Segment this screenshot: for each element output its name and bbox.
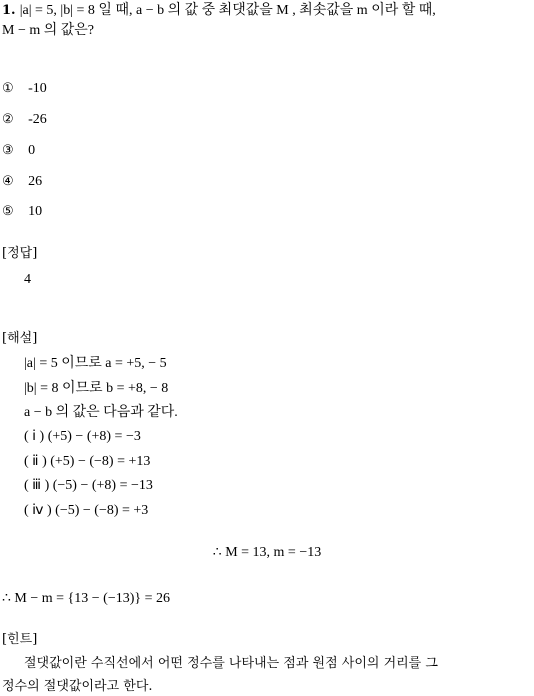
choice-3[interactable] xyxy=(2,142,35,160)
solution-line-4: ( ⅰ ) (+5) − (+8) = −3 xyxy=(24,429,141,444)
choice-5-text: 10 xyxy=(28,204,43,219)
choice-4[interactable] xyxy=(2,173,42,191)
solution-conclusion-left: ∴ M − m = {13 − (−13)} = 26 xyxy=(2,591,170,606)
solution-line-3: a − b 의 값은 다음과 같다. xyxy=(24,405,178,420)
answer-label: [정답] xyxy=(2,246,38,261)
question-line-2: M − m 의 값은? xyxy=(2,23,95,38)
hint-line-2: 정수의 절댓값이라고 한다. xyxy=(2,679,153,694)
choice-1-mark: ① xyxy=(2,81,14,96)
question-number: 1. xyxy=(2,3,16,18)
hint-line-1: 절댓값이란 수직선에서 어떤 정수를 나타내는 점과 원점 사이의 거리를 그 xyxy=(24,656,438,671)
solution-line-5: ( ⅱ ) (+5) − (−8) = +13 xyxy=(24,454,151,469)
solution-line-7: ( ⅳ ) (−5) − (−8) = +3 xyxy=(24,503,149,518)
solution-line-2: |b| = 8 이므로 b = +8, − 8 xyxy=(24,381,169,396)
answer-value: 4 xyxy=(24,272,31,287)
hint-label: [힌트] xyxy=(2,632,38,647)
choice-3-mark: ③ xyxy=(2,143,14,158)
choice-5[interactable] xyxy=(2,203,42,221)
solution-line-1: |a| = 5 이므로 a = +5, − 5 xyxy=(24,356,167,371)
question-line-1 xyxy=(2,2,436,20)
solution-line-6: ( ⅲ ) (−5) − (+8) = −13 xyxy=(24,478,153,493)
choice-3-text: 0 xyxy=(28,143,36,158)
choice-2-text: -26 xyxy=(28,112,47,127)
choice-5-mark: ⑤ xyxy=(2,204,14,219)
choice-1[interactable] xyxy=(2,80,47,98)
question-text-1: |a| = 5, |b| = 8 일 때, a − b 의 값 중 최댓값을 M , 최솟값을 m 이라 할 때, xyxy=(19,3,436,18)
choice-4-mark: ④ xyxy=(2,174,14,189)
choice-2-mark: ② xyxy=(2,112,14,127)
choice-1-text: -10 xyxy=(28,81,47,96)
solution-conclusion-center: ∴ M = 13, m = −13 xyxy=(212,545,322,560)
choice-4-text: 26 xyxy=(28,174,43,189)
choice-2[interactable] xyxy=(2,111,47,129)
solution-label: [해설] xyxy=(2,331,38,346)
